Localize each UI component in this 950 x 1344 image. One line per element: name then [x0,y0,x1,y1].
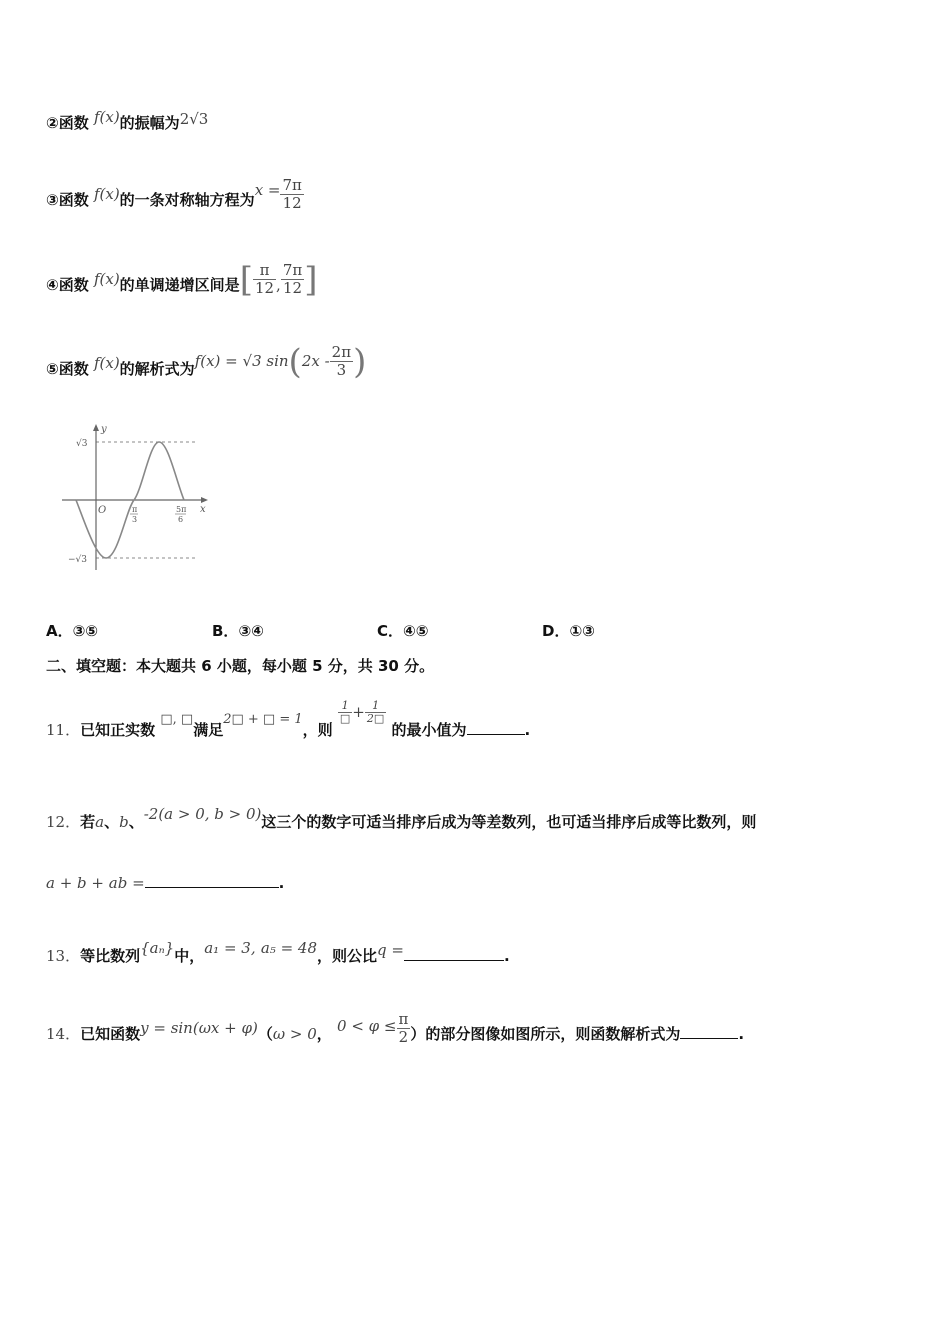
question-11: 11．已知正实数 □, □满足2□ + □ = 1，则 $\frac{1}{□}$ + $\frac{1}{2□}$ 的最小值为 . [46,699,531,739]
choice-d[interactable]: D．①③ [542,622,595,640]
origin-label: O [98,505,107,516]
answer-blank[interactable] [467,720,525,735]
marker: ② [46,114,59,132]
amplitude-value: 2√3 [179,110,209,128]
marker: ④ [46,276,59,294]
question-14: 14．已知函数y = sin(ωx + φ)（ω > 0， 0 < φ ≤ $\frac{\pi}{2}$ ）的部分图像如图所示，则函数解析式为 . [46,1010,745,1046]
tick1-num: π [132,505,138,514]
choice-c[interactable]: C．④⑤ [377,622,429,640]
answer-blank[interactable] [404,946,504,961]
y-label: y [101,424,107,435]
marker: ⑤ [46,360,59,378]
ymin-label: −√3 [68,555,88,565]
fraction: $\frac{7\pi}{12}$ [282,176,302,212]
tick1-den: 3 [132,515,138,524]
section-heading: 二、填空题：本大题共 6 小题，每小题 5 分，共 30 分。 [46,657,435,675]
marker: ③ [46,191,59,209]
tick2-num: 5π [176,505,187,514]
question-12: 12．若a、b、-2(a > 0, b > 0)这三个的数字可适当排序后成为等差数列，也可适当排序后成等比数列，则 [46,805,757,831]
sine-graph [58,420,238,580]
tick2-den: 6 [178,515,184,524]
choice-b[interactable]: B．③④ [212,622,264,640]
question-12-answer: a + b + ab = . [46,874,285,892]
statement-3: ③函数 f(x)的一条对称轴方程为x = $\frac{7\pi}{12}$ [46,176,302,212]
answer-blank[interactable] [145,873,279,888]
answer-blank[interactable] [680,1024,738,1039]
question-13: 13．等比数列{aₙ}中，a₁ = 3, a₅ = 48，则公比q = . [46,939,510,965]
ymax-label: √3 [76,439,88,449]
statement-2: ②函数 f(x)的振幅为2√3 [46,108,209,132]
choice-a[interactable]: A．③⑤ [46,622,99,640]
x-label: x [200,504,206,515]
statement-5: ⑤函数 f(x)的解析式为f(x) = √3 sin(2x - $\frac{2\pi}{3}$ ) [46,341,367,382]
statement-4: ④函数 f(x)的单调递增区间是[ $\frac{\pi}{12}$ , $\frac{7\pi}{12}$ ] [46,259,318,300]
fx: f(x) [93,108,120,126]
